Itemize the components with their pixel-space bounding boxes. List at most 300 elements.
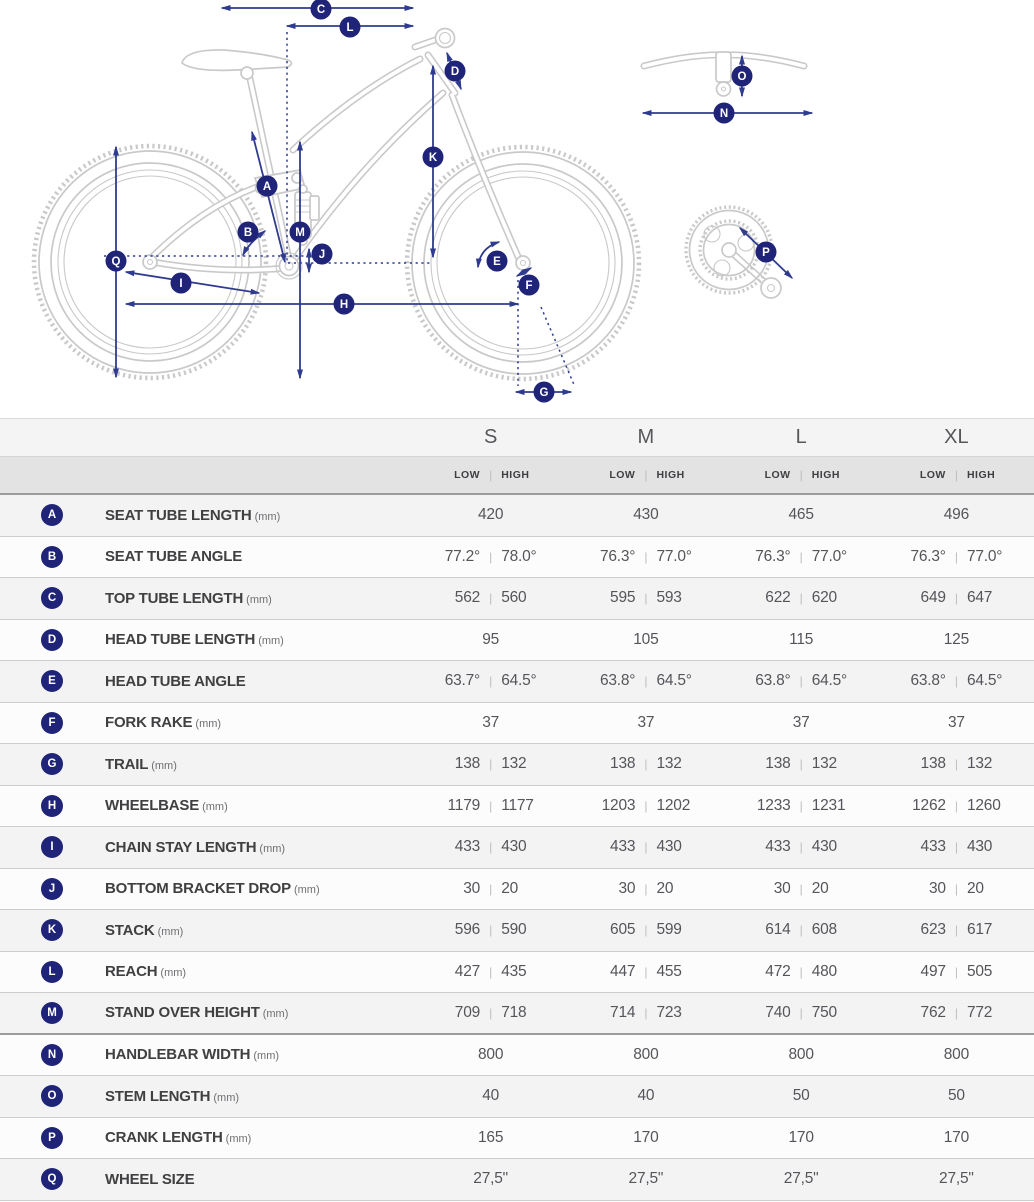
value-single: 105 xyxy=(633,630,659,648)
svg-text:H: H xyxy=(339,299,349,311)
row-label: HEAD TUBE LENGTH (mm) xyxy=(105,631,284,649)
value-cell-m xyxy=(568,631,723,649)
svg-text:F: F xyxy=(525,280,533,292)
table-row-crank-length xyxy=(0,1118,1034,1160)
value-low: 1233 xyxy=(756,796,791,814)
value-high: 132 xyxy=(501,755,527,773)
value-cell-xl xyxy=(879,963,1034,981)
row-unit: (mm) xyxy=(251,510,281,523)
high-label: HIGH xyxy=(966,469,996,481)
svg-text:L: L xyxy=(346,22,354,34)
value-low: 497 xyxy=(920,962,946,980)
value-separator: | xyxy=(644,1005,648,1020)
value-low: 76.3° xyxy=(599,547,636,565)
value-low: 138 xyxy=(920,755,946,773)
table-row-handlebar-width xyxy=(0,1035,1034,1077)
value-high: 20 xyxy=(966,879,984,897)
row-header xyxy=(0,753,413,775)
diagram-badge-o xyxy=(732,66,753,87)
value-cell-xl xyxy=(879,797,1034,815)
value-cell-xl xyxy=(879,506,1034,524)
value-single: 37 xyxy=(947,713,965,731)
diagram-badge-f xyxy=(519,275,540,296)
row-label: STAND OVER HEIGHT (mm) xyxy=(105,1004,289,1022)
value-cell-s xyxy=(413,1046,568,1064)
value-high: 64.5° xyxy=(656,672,692,690)
row-badge: O xyxy=(41,1085,63,1107)
value-low: 433 xyxy=(765,838,791,856)
lowhigh-separator: | xyxy=(489,468,493,482)
value-low: 76.3° xyxy=(755,547,791,565)
row-header xyxy=(0,504,413,526)
value-high: 617 xyxy=(966,921,993,939)
value-cell-s xyxy=(413,838,568,856)
diagram-badge-l xyxy=(340,17,361,38)
value-single: 165 xyxy=(477,1128,504,1146)
row-badge: M xyxy=(41,1002,63,1024)
high-label: HIGH xyxy=(811,469,840,481)
value-cell-s xyxy=(413,589,568,607)
value-separator: | xyxy=(954,757,958,772)
row-header xyxy=(0,961,413,983)
value-cell-m xyxy=(568,963,723,981)
value-cell-m xyxy=(568,797,723,815)
value-high: 590 xyxy=(501,921,527,939)
value-cell-s xyxy=(413,548,568,566)
value-separator: | xyxy=(489,591,493,606)
row-header xyxy=(0,1085,413,1107)
row-badge: Q xyxy=(41,1168,63,1190)
value-high: 1231 xyxy=(811,796,846,814)
value-single: 465 xyxy=(788,506,814,524)
value-single: 27,5" xyxy=(628,1170,664,1188)
value-separator: | xyxy=(644,674,648,689)
value-cell-m xyxy=(568,880,723,898)
value-single: 40 xyxy=(482,1087,500,1105)
value-high: 78.0° xyxy=(501,547,537,565)
low-label: LOW xyxy=(609,469,636,481)
value-high: 77.0° xyxy=(656,547,692,565)
value-single: 170 xyxy=(943,1128,969,1146)
value-high: 723 xyxy=(656,1003,682,1021)
value-single: 430 xyxy=(633,506,659,524)
value-low: 472 xyxy=(765,962,791,980)
value-single: 27,5" xyxy=(939,1170,974,1188)
value-low: 1262 xyxy=(912,796,946,814)
value-high: 430 xyxy=(966,838,993,856)
svg-text:J: J xyxy=(318,249,326,261)
diagram-badge-a xyxy=(257,176,278,197)
row-label: WHEELBASE (mm) xyxy=(105,797,228,815)
value-separator: | xyxy=(489,881,493,896)
table-row-bottom-bracket-drop xyxy=(0,869,1034,911)
value-separator: | xyxy=(799,674,803,689)
value-cell-s xyxy=(413,1087,568,1105)
value-single: 37 xyxy=(482,713,500,731)
front-hub xyxy=(516,256,530,270)
value-cell-m xyxy=(568,921,723,939)
rear-hub xyxy=(143,255,157,269)
value-separator: | xyxy=(954,923,958,938)
svg-text:C: C xyxy=(316,4,326,16)
value-single: 800 xyxy=(477,1045,504,1063)
diagram-badge-b xyxy=(238,222,259,243)
value-low: 30 xyxy=(773,879,791,897)
value-separator: | xyxy=(644,923,648,938)
svg-text:Q: Q xyxy=(111,256,121,268)
row-label: SEAT TUBE ANGLE xyxy=(105,548,243,566)
value-cell-m xyxy=(568,506,723,524)
value-cell-m xyxy=(568,1087,723,1105)
value-cell-xl xyxy=(879,631,1034,649)
row-badge: F xyxy=(41,712,63,734)
value-low: 30 xyxy=(928,879,946,897)
value-single: 800 xyxy=(633,1045,659,1063)
value-single: 800 xyxy=(788,1045,814,1063)
value-high: 20 xyxy=(811,879,829,897)
row-label: BOTTOM BRACKET DROP (mm) xyxy=(105,880,320,898)
geometry-svg xyxy=(0,0,1034,418)
value-low: 138 xyxy=(610,755,636,773)
value-low: 77.2° xyxy=(444,547,481,565)
svg-text:I: I xyxy=(179,278,183,290)
row-label: STEM LENGTH (mm) xyxy=(105,1087,240,1105)
lowhigh-separator: | xyxy=(954,468,958,482)
value-separator: | xyxy=(644,757,648,772)
row-header xyxy=(0,836,413,858)
diagram-badge-n xyxy=(714,103,735,124)
value-cell-xl xyxy=(879,921,1034,939)
value-separator: | xyxy=(644,840,648,855)
value-high: 608 xyxy=(811,921,837,939)
measure-i-chain-stay xyxy=(126,272,259,293)
seat-clamp xyxy=(241,67,253,79)
value-low: 30 xyxy=(463,879,481,897)
svg-text:G: G xyxy=(539,387,549,399)
value-high: 430 xyxy=(656,838,682,856)
value-cell-xl xyxy=(879,714,1034,732)
value-separator: | xyxy=(954,674,958,689)
value-cell-m xyxy=(568,548,723,566)
value-high: 750 xyxy=(811,1003,837,1021)
value-cell-l xyxy=(724,797,879,815)
row-badge: L xyxy=(41,961,63,983)
value-high: 430 xyxy=(501,838,527,856)
row-badge: D xyxy=(41,629,63,651)
value-separator: | xyxy=(644,591,648,606)
value-cell-s xyxy=(413,921,568,939)
row-badge: K xyxy=(41,919,63,941)
svg-text:O: O xyxy=(737,71,747,83)
value-cell-s xyxy=(413,963,568,981)
row-label: TOP TUBE LENGTH (mm) xyxy=(105,589,272,607)
value-separator: | xyxy=(489,674,493,689)
lowhigh-header-m xyxy=(568,468,723,482)
value-high: 132 xyxy=(656,755,682,773)
value-cell-l xyxy=(724,838,879,856)
value-cell-m xyxy=(568,589,723,607)
handlebar-grip xyxy=(436,29,455,48)
value-cell-l xyxy=(724,921,879,939)
value-high: 77.0° xyxy=(811,547,848,565)
diagram-badge-j xyxy=(312,244,333,265)
table-row-stand-over-height xyxy=(0,993,1034,1035)
value-cell-m xyxy=(568,1046,723,1064)
geometry-table xyxy=(0,418,1034,1201)
value-separator: | xyxy=(954,1005,958,1020)
low-label: LOW xyxy=(454,469,481,481)
value-single: 37 xyxy=(792,713,810,731)
value-low: 427 xyxy=(454,962,481,980)
value-low: 1179 xyxy=(447,796,481,814)
row-badge: C xyxy=(41,587,63,609)
row-header xyxy=(0,546,413,568)
table-row-fork-rake xyxy=(0,703,1034,745)
svg-text:P: P xyxy=(762,247,770,259)
svg-text:A: A xyxy=(262,181,272,193)
value-separator: | xyxy=(954,549,958,564)
row-label: WHEEL SIZE xyxy=(105,1170,195,1188)
value-high: 1260 xyxy=(966,796,1001,814)
value-separator: | xyxy=(644,549,648,564)
value-separator: | xyxy=(954,964,958,979)
value-high: 718 xyxy=(501,1003,527,1021)
lowhigh-separator: | xyxy=(799,468,803,482)
table-row-stack xyxy=(0,910,1034,952)
stem-front-view xyxy=(716,52,731,82)
row-unit: (mm) xyxy=(259,1008,289,1021)
row-header xyxy=(0,919,413,941)
value-single: 37 xyxy=(637,713,655,731)
high-label: HIGH xyxy=(656,469,685,481)
diagram-badge-h xyxy=(334,294,355,315)
value-separator: | xyxy=(954,798,958,813)
lowhigh-header-row xyxy=(0,457,1034,495)
value-single: 170 xyxy=(788,1128,814,1146)
row-badge: I xyxy=(41,836,63,858)
value-separator: | xyxy=(799,964,803,979)
value-cell-s xyxy=(413,1129,568,1147)
row-badge: B xyxy=(41,546,63,568)
value-low: 622 xyxy=(765,589,791,607)
value-high: 430 xyxy=(811,838,837,856)
row-label: SEAT TUBE LENGTH (mm) xyxy=(105,506,281,524)
row-unit: (mm) xyxy=(222,1133,252,1146)
value-cell-s xyxy=(413,714,568,732)
row-label: REACH (mm) xyxy=(105,963,187,981)
row-header xyxy=(0,795,413,817)
row-header xyxy=(0,587,413,609)
value-low: 63.8° xyxy=(755,672,791,690)
svg-text:K: K xyxy=(428,152,438,164)
row-unit: (mm) xyxy=(154,925,184,938)
diagram-badge-e xyxy=(487,251,508,272)
value-single: 420 xyxy=(477,506,504,524)
size-header-s: S xyxy=(483,426,498,448)
value-cell-l xyxy=(724,963,879,981)
row-label: CHAIN STAY LENGTH (mm) xyxy=(105,838,286,856)
table-row-wheelbase xyxy=(0,786,1034,828)
value-cell-m xyxy=(568,1170,723,1188)
row-badge: J xyxy=(41,878,63,900)
row-unit: (mm) xyxy=(199,801,228,814)
value-separator: | xyxy=(799,757,803,772)
value-separator: | xyxy=(799,923,803,938)
row-badge: H xyxy=(41,795,63,817)
value-low: 63.7° xyxy=(444,672,481,690)
value-separator: | xyxy=(489,964,493,979)
size-header-m: M xyxy=(637,426,655,448)
value-high: 620 xyxy=(811,589,837,607)
value-high: 1202 xyxy=(656,796,691,814)
row-header xyxy=(0,1127,413,1149)
value-cell-l xyxy=(724,1087,879,1105)
value-high: 560 xyxy=(501,589,527,607)
value-cell-xl xyxy=(879,1129,1034,1147)
value-low: 740 xyxy=(765,1003,791,1021)
value-cell-l xyxy=(724,631,879,649)
diagram-badge-p xyxy=(756,242,777,263)
value-low: 447 xyxy=(610,962,636,980)
value-cell-m xyxy=(568,1129,723,1147)
value-separator: | xyxy=(799,881,803,896)
svg-text:D: D xyxy=(450,66,460,78)
row-header xyxy=(0,629,413,651)
table-row-seat-tube-angle xyxy=(0,537,1034,579)
value-cell-xl xyxy=(879,589,1034,607)
handlebar-diagram xyxy=(716,52,731,96)
value-cell-s xyxy=(413,672,568,690)
value-high: 480 xyxy=(811,962,837,980)
svg-text:B: B xyxy=(243,227,253,239)
table-row-head-tube-length xyxy=(0,620,1034,662)
row-label: FORK RAKE (mm) xyxy=(105,714,222,732)
value-cell-l xyxy=(724,1129,879,1147)
lowhigh-header-s xyxy=(413,468,568,482)
value-cell-m xyxy=(568,838,723,856)
value-separator: | xyxy=(644,881,648,896)
value-low: 433 xyxy=(920,838,946,856)
row-label: STACK (mm) xyxy=(105,921,184,939)
row-unit: (mm) xyxy=(148,759,177,772)
value-cell-l xyxy=(724,672,879,690)
value-high: 64.5° xyxy=(811,672,848,690)
row-unit: (mm) xyxy=(243,593,272,606)
value-cell-l xyxy=(724,548,879,566)
value-cell-xl xyxy=(879,755,1034,773)
pedal-eye xyxy=(761,278,781,298)
row-unit: (mm) xyxy=(210,1091,240,1104)
table-row-top-tube-length xyxy=(0,578,1034,620)
row-badge: A xyxy=(41,504,63,526)
row-header xyxy=(0,712,413,734)
value-single: 170 xyxy=(633,1128,659,1146)
table-row-wheel-size xyxy=(0,1159,1034,1201)
value-cell-l xyxy=(724,714,879,732)
value-cell-s xyxy=(413,755,568,773)
value-low: 433 xyxy=(610,838,636,856)
row-label: HANDLEBAR WIDTH (mm) xyxy=(105,1046,280,1064)
value-low: 714 xyxy=(610,1003,636,1021)
value-high: 599 xyxy=(656,921,682,939)
size-header-xl: XL xyxy=(944,426,969,448)
value-separator: | xyxy=(954,881,958,896)
value-separator: | xyxy=(489,757,493,772)
diagram-badge-m xyxy=(290,222,311,243)
row-header xyxy=(0,878,413,900)
lowhigh-header-xl xyxy=(879,468,1034,482)
row-badge: G xyxy=(41,753,63,775)
row-unit: (mm) xyxy=(256,842,286,855)
row-unit: (mm) xyxy=(290,884,320,897)
value-high: 20 xyxy=(656,879,674,897)
value-cell-xl xyxy=(879,1046,1034,1064)
row-label: TRAIL (mm) xyxy=(105,755,177,773)
value-separator: | xyxy=(954,840,958,855)
value-separator: | xyxy=(799,1005,803,1020)
value-cell-xl xyxy=(879,1004,1034,1022)
value-low: 138 xyxy=(765,755,791,773)
table-row-head-tube-angle xyxy=(0,661,1034,703)
value-cell-s xyxy=(413,631,568,649)
value-single: 40 xyxy=(637,1087,655,1105)
value-single: 27,5" xyxy=(783,1170,819,1188)
value-low: 562 xyxy=(454,589,481,607)
size-header-l: L xyxy=(795,426,807,448)
crank-axle xyxy=(722,243,736,257)
table-row-chain-stay-length xyxy=(0,827,1034,869)
row-unit: (mm) xyxy=(157,967,187,980)
row-unit: (mm) xyxy=(255,635,284,648)
value-low: 595 xyxy=(610,589,636,607)
value-high: 435 xyxy=(501,962,527,980)
value-separator: | xyxy=(799,549,803,564)
value-cell-s xyxy=(413,880,568,898)
value-cell-xl xyxy=(879,548,1034,566)
value-high: 505 xyxy=(966,962,993,980)
value-high: 455 xyxy=(656,962,682,980)
value-high: 20 xyxy=(501,879,519,897)
value-cell-l xyxy=(724,1046,879,1064)
value-cell-l xyxy=(724,506,879,524)
value-cell-m xyxy=(568,672,723,690)
row-badge: P xyxy=(41,1127,63,1149)
value-single: 125 xyxy=(943,630,969,648)
lowhigh-header-l xyxy=(724,468,879,482)
value-high: 647 xyxy=(966,589,993,607)
value-cell-l xyxy=(724,755,879,773)
diagram-badge-k xyxy=(423,147,444,168)
value-separator: | xyxy=(489,798,493,813)
value-low: 138 xyxy=(454,755,481,773)
value-cell-xl xyxy=(879,1170,1034,1188)
value-single: 27,5" xyxy=(473,1170,508,1188)
value-cell-s xyxy=(413,797,568,815)
value-cell-xl xyxy=(879,1087,1034,1105)
value-single: 496 xyxy=(943,506,969,524)
value-high: 593 xyxy=(656,589,682,607)
value-low: 614 xyxy=(765,921,791,939)
value-low: 1203 xyxy=(601,796,636,814)
value-separator: | xyxy=(489,1005,493,1020)
value-high: 64.5° xyxy=(501,672,537,690)
table-row-stem-length xyxy=(0,1076,1034,1118)
value-single: 95 xyxy=(482,630,500,648)
value-high: 132 xyxy=(966,755,993,773)
value-high: 1177 xyxy=(501,796,534,814)
value-separator: | xyxy=(489,549,493,564)
row-header xyxy=(0,1002,413,1024)
